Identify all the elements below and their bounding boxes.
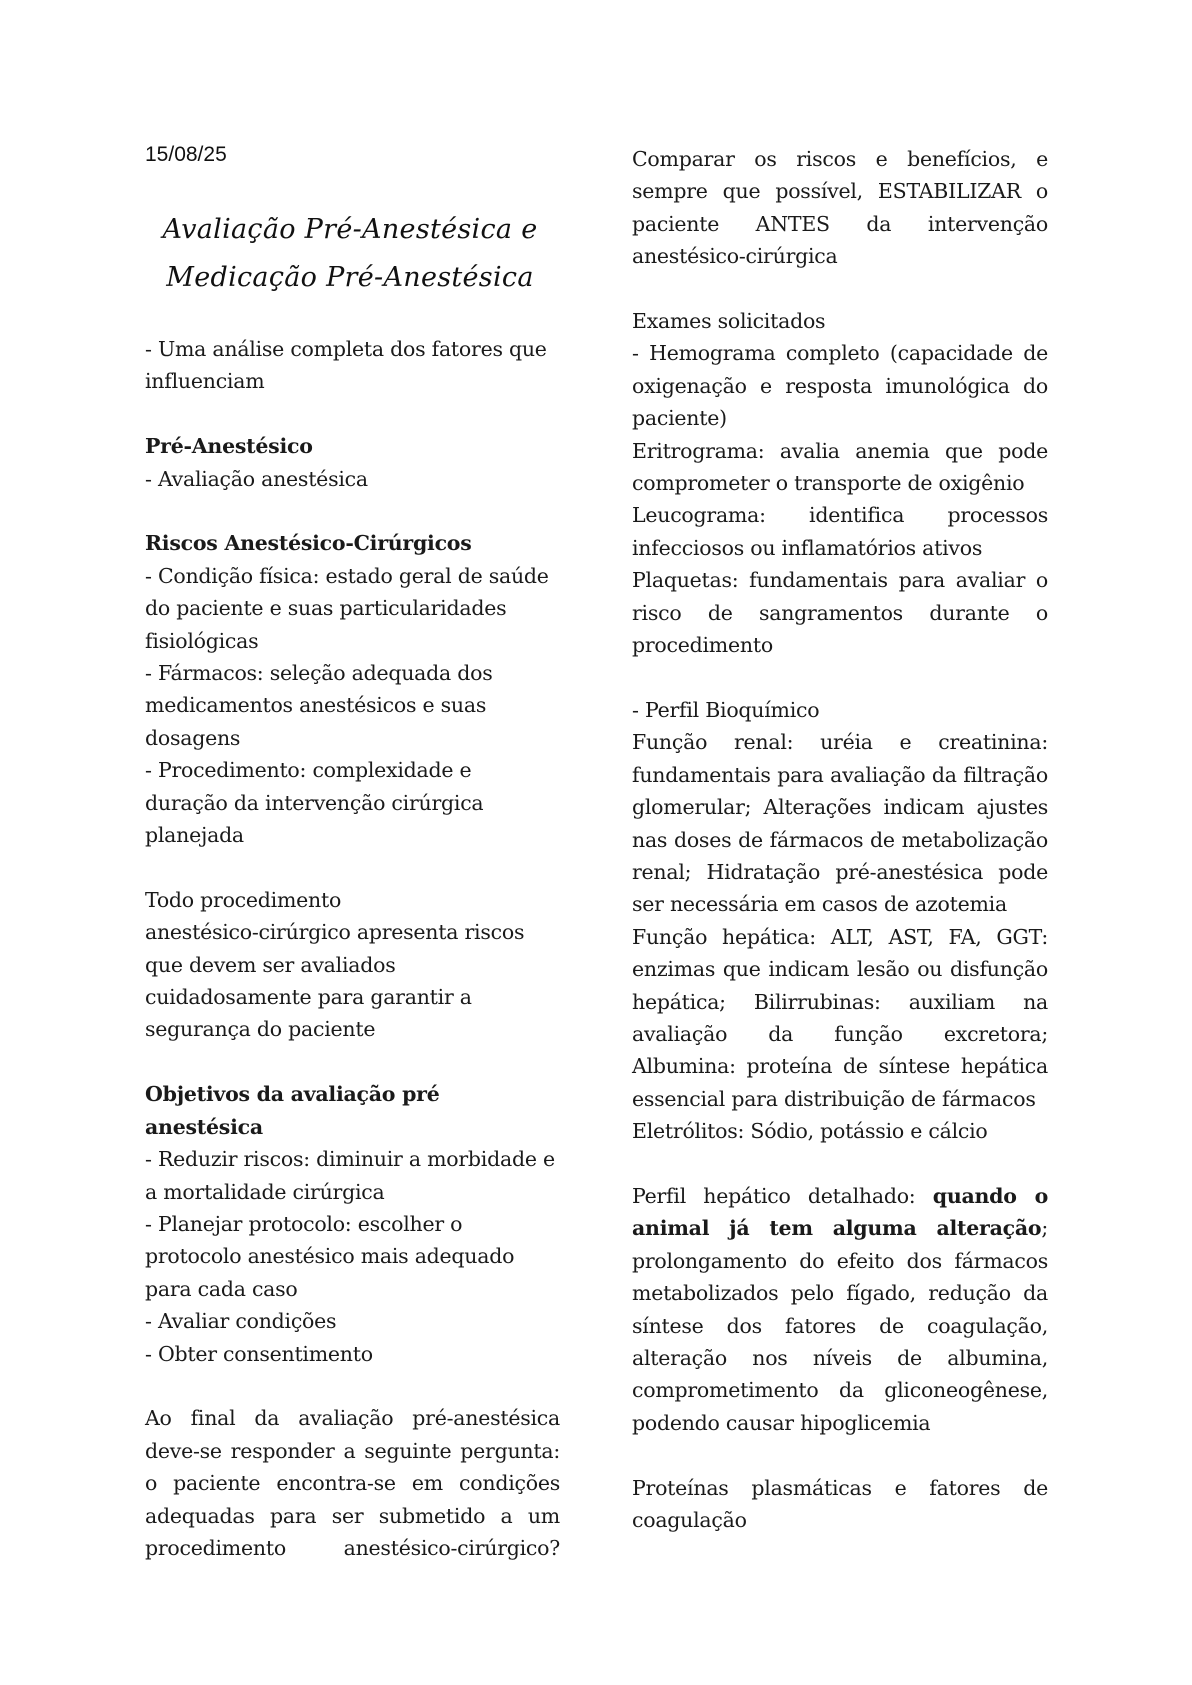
riscos-line: - Fármacos: seleção adequada dos — [145, 661, 493, 686]
perfil-hepatico-line — [632, 1180, 1048, 1212]
compare-line: sempre que possível, ESTABILIZAR o — [632, 179, 1048, 204]
left-column — [145, 333, 560, 1564]
exames-line: - Hemograma completo (capacidade de — [632, 341, 1048, 366]
bioquimico-line: fundamentais para avaliação da filtração — [632, 762, 1048, 787]
final-line: Ao final da avaliação pré-anestésica — [145, 1406, 560, 1431]
exames-line: paciente) — [632, 406, 727, 431]
date: 15/08/25 — [145, 143, 227, 166]
perfil-hepatico-line: comprometimento da gliconeogênese, — [632, 1378, 1048, 1403]
todo-line: Todo procedimento — [145, 887, 342, 912]
perfil-hepatico-line: alteração nos níveis de albumina, — [632, 1345, 1048, 1370]
objetivos-line: - Avaliar condições — [145, 1309, 337, 1334]
perfil-hepatico-punct: ; — [1041, 1216, 1048, 1241]
exames-line: Eritrograma: avalia anemia que pode — [632, 438, 1048, 463]
bioquimico-line: glomerular; Alterações indicam ajustes — [632, 795, 1048, 820]
bioquimico-line: nas doses de fármacos de metabolização — [632, 827, 1048, 852]
exames-line: oxigenação e resposta imunológica do — [632, 373, 1048, 398]
right-column — [632, 143, 1048, 1536]
riscos-heading: Riscos Anestésico-Cirúrgicos — [145, 531, 472, 556]
objetivos-line: protocolo anestésico mais adequado — [145, 1244, 515, 1269]
perfil-hepatico-bold: quando o — [932, 1183, 1048, 1208]
riscos-line: planejada — [145, 823, 244, 848]
exames-line: procedimento — [632, 633, 773, 658]
riscos-line: medicamentos anestésicos e suas — [145, 693, 487, 718]
riscos-line: - Procedimento: complexidade e — [145, 758, 472, 783]
intro-line: influenciam — [145, 369, 265, 394]
compare-line: paciente ANTES da intervenção — [632, 211, 1048, 236]
exames-line: comprometer o transporte de oxigênio — [632, 471, 1025, 496]
perfil-hepatico-line: podendo causar hipoglicemia — [632, 1410, 931, 1435]
final-line: o paciente encontra-se em condições — [145, 1471, 560, 1496]
final-line: deve-se responder a seguinte pergunta: — [145, 1438, 560, 1463]
exames-line: Leucograma: identifica processos — [632, 503, 1048, 528]
todo-line: cuidadosamente para garantir a — [145, 985, 472, 1010]
objetivos-line: para cada caso — [145, 1276, 298, 1301]
bioquimico-line: avaliação da função excretora; — [632, 1021, 1048, 1046]
perfil-hepatico-lead: Perfil hepático detalhado: — [632, 1183, 933, 1208]
exames-line: infecciosos ou inflamatórios ativos — [632, 535, 983, 560]
exames-line: risco de sangramentos durante o — [632, 600, 1048, 625]
perfil-hepatico-line: metabolizados pelo fígado, redução da — [632, 1281, 1048, 1306]
title-line: Medicação Pré-Anestésica — [166, 262, 534, 293]
bioquimico-heading: - Perfil Bioquímico — [632, 697, 820, 722]
exames-line: Plaquetas: fundamentais para avaliar o — [632, 568, 1048, 593]
objetivos-line: a mortalidade cirúrgica — [145, 1179, 385, 1204]
bioquimico-line: Função renal: uréia e creatinina: — [632, 730, 1048, 755]
intro-line: - Uma análise completa dos fatores que — [145, 337, 547, 361]
objetivos-line: - Obter consentimento — [145, 1341, 373, 1366]
bioquimico-line: essencial para distribuição de fármacos — [632, 1086, 1036, 1111]
todo-line: que devem ser avaliados — [145, 952, 396, 977]
objetivos-line: - Reduzir riscos: diminuir a morbidade e — [145, 1147, 555, 1172]
bioquimico-line: Albumina: proteína de síntese hepática — [632, 1054, 1048, 1079]
objetivos-heading: Objetivos da avaliação pré anestésica — [145, 1082, 440, 1139]
riscos-line: do paciente e suas particularidades — [145, 596, 507, 621]
objetivos-line: - Planejar protocolo: escolher o — [145, 1211, 463, 1236]
riscos-line: fisiológicas — [145, 628, 259, 653]
bioquimico-line: enzimas que indicam lesão ou disfunção — [632, 957, 1048, 982]
perfil-hepatico-line — [632, 1212, 1048, 1244]
riscos-line: duração da intervenção cirúrgica — [145, 790, 484, 815]
perfil-hepatico-bold: animal já tem alguma alteração — [632, 1216, 1042, 1241]
compare-line: anestésico-cirúrgica — [632, 244, 838, 269]
proteinas-line: Proteínas plasmáticas e fatores de — [632, 1475, 1048, 1500]
riscos-line: dosagens — [145, 725, 241, 750]
bioquimico-line: ser necessária em casos de azotemia — [632, 892, 1007, 917]
bioquimico-line: Função hepática: ALT, AST, FA, GGT: — [632, 924, 1048, 949]
compare-line: Comparar os riscos e benefícios, e — [632, 147, 1048, 171]
exames-heading: Exames solicitados — [632, 309, 826, 334]
proteinas-line: coagulação — [632, 1508, 747, 1532]
riscos-line: - Condição física: estado geral de saúde — [145, 563, 549, 588]
handwritten-title — [145, 206, 555, 302]
pre-anestesico-heading: Pré-Anestésico — [145, 434, 313, 459]
bioquimico-line: hepática; Bilirrubinas: auxiliam na — [632, 989, 1048, 1014]
final-line: adequadas para ser submetido a um — [145, 1503, 560, 1528]
final-line: procedimento anestésico-cirúrgico? — [145, 1535, 560, 1560]
bioquimico-line: Eletrólitos: Sódio, potássio e cálcio — [632, 1119, 988, 1144]
bioquimico-line: renal; Hidratação pré-anestésica pode — [632, 859, 1048, 884]
pre-anestesico-item: - Avaliação anestésica — [145, 466, 368, 491]
title-line: Avaliação Pré-Anestésica e — [162, 214, 538, 245]
todo-line: anestésico-cirúrgico apresenta riscos — [145, 920, 525, 945]
perfil-hepatico-line: prolongamento do efeito dos fármacos — [632, 1248, 1048, 1273]
todo-line: segurança do paciente — [145, 1017, 376, 1042]
perfil-hepatico-line: síntese dos fatores de coagulação, — [632, 1313, 1048, 1338]
